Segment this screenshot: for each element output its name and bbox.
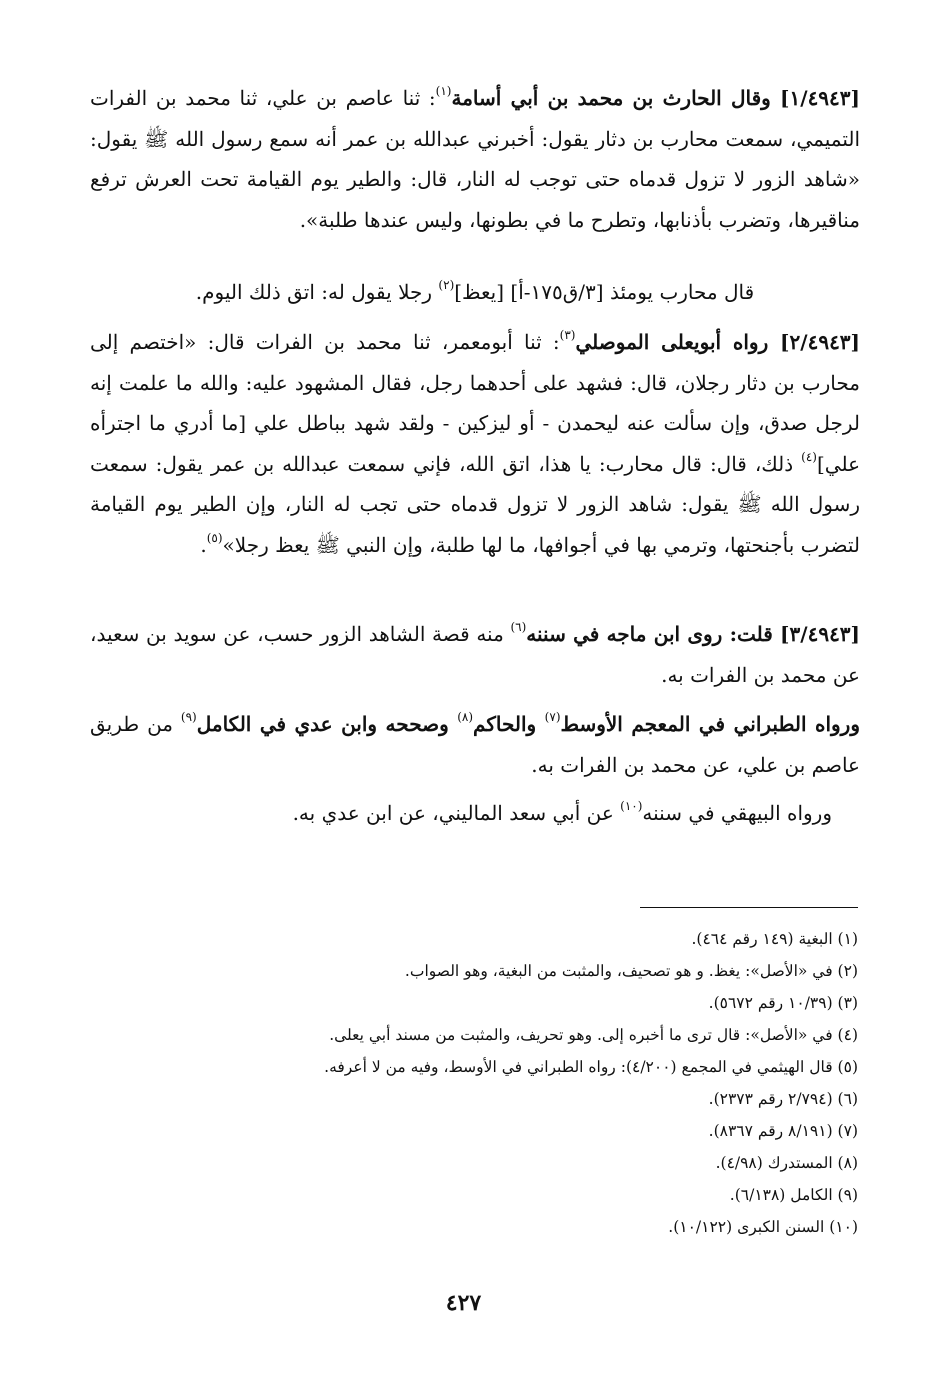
- footnote-ref-2: (٢): [438, 278, 455, 292]
- footnote-7: (٧) (٨/١٩١ رقم ٨٣٦٧).: [708, 1122, 858, 1140]
- bayhaqi-b: عن أبي سعد الماليني، عن ابن عدي به.: [292, 801, 621, 825]
- footnote-ref-6: (٦): [510, 620, 527, 634]
- footnote-9: (٩) الكامل (٦/١٣٨).: [729, 1186, 858, 1204]
- hadith-1-text: : ثنا عاصم بن علي، ثنا محمد بن الفرات التميمي، سمعت محارب بن دثار يقول: أخبرني عبدالله بن عمر أنه سمع رسول الله ﷺ يقول: «شاهد الزور لا تزول قدماه حتى توجب له النار، قال: والطير يوم القيامة تحت العرش ترفع مناقيرها، وتضرب بأذنابها، وتطرح ما في بطونها، وليس عندها طلبة».: [90, 86, 860, 232]
- hadith-2-heading: [٢/٤٩٤٣] رواه أبويعلى الموصلي: [575, 330, 861, 354]
- footnote-6: (٦) (٢/٧٩٤ رقم ٢٣٧٣).: [708, 1090, 858, 1108]
- footnote-divider: [640, 907, 858, 908]
- hadith-2-text-c: .: [200, 532, 207, 557]
- bayhaqi-paragraph: [90, 793, 860, 834]
- hadith-1-heading: [١/٤٩٤٣] وقال الحارث بن محمد بن أبي أسامة: [451, 86, 860, 110]
- footnotes-list: [140, 923, 858, 1243]
- footnote-ref-3: (٣): [559, 328, 576, 342]
- hadith-3-text: منه قصة الشاهد الزور حسب، عن سويد بن سعيد، عن محمد بن الفرات به.: [90, 622, 860, 687]
- footnote-1: (١) البغية (١٤٩ رقم ٤٦٤).: [691, 930, 858, 948]
- footnote-ref-10: (١٠): [620, 799, 643, 813]
- tabarani-a: ورواه الطبراني في المعجم الأوسط: [560, 712, 860, 736]
- page-number: ٤٢٧: [445, 1290, 482, 1316]
- tabarani-d: من طريق عاصم بن علي، عن محمد بن الفرات به.: [90, 712, 860, 777]
- footnote-3: (٣) (١٠/٣٩ رقم ٥٦٧٢).: [708, 994, 858, 1012]
- tabarani-paragraph: [90, 704, 860, 785]
- footnote-ref-9: (٩): [180, 710, 197, 724]
- footnote-2: (٢) في «الأصل»: يغظ. و هو تصحيف، والمثبت من البغية، وهو الصواب.: [404, 962, 858, 980]
- tabarani-b: والحاكم: [473, 712, 545, 736]
- narrator-note-a: قال محارب يومئذ [٣/ق١٧٥-أ] [يعظ]: [454, 280, 755, 304]
- footnote-ref-1: (١): [435, 84, 452, 98]
- footnote-ref-5: (٥): [206, 530, 223, 545]
- hadith-paragraph-3: [90, 614, 860, 695]
- narrator-note-paragraph: [90, 272, 860, 313]
- hadith-2-text-b: ذلك، قال: قال محارب: يا هذا، اتق الله، فإني سمعت عبدالله بن عمر يقول: سمعت رسول الله ﷺ يقول: شاهد الزور لا تزول قدماه حتى تجب له النار، وإن الطير يوم القيامة لتضرب بأجنحتها، وترمي بها في أجوافها، ما لها طلبة، وإن النبي ﷺ يعظ رجلا»: [90, 451, 860, 557]
- footnote-ref-7: (٧): [544, 710, 561, 724]
- bayhaqi-a: ورواه البيهقي في سننه: [642, 801, 832, 825]
- narrator-note-b: رجلا يقول له: اتق ذلك اليوم.: [195, 280, 439, 304]
- hadith-paragraph-2: [90, 322, 860, 565]
- footnote-4: (٤) في «الأصل»: قال ترى ما أخبره إلى. وهو تحريف، والمثبت من مسند أبي يعلى.: [329, 1026, 858, 1044]
- footnote-10: (١٠) السنن الكبرى (١٠/١٢٢).: [668, 1218, 858, 1236]
- footnote-ref-8: (٨): [457, 710, 474, 724]
- hadith-2-text-a: : ثنا أبومعمر، ثنا محمد بن الفرات قال: «اختصم إلى محارب بن دثار رجلان، قال: فشهد على أحدهما رجل، فقال المشهود عليه: والله ما علمت إنه لرجل صدق، وإن سألت عنه ليحمدن - أو ليزكين - ولقد شهد بباطل علي [ما أدري ما اجترأه علي]: [90, 330, 860, 476]
- tabarani-c: وصححه وابن عدي في الكامل: [196, 712, 458, 736]
- footnote-8: (٨) المستدرك (٤/٩٨).: [715, 1154, 858, 1172]
- hadith-paragraph-1: [90, 78, 860, 240]
- hadith-3-heading: [٣/٤٩٤٣] قلت: روى ابن ماجه في سننه: [526, 622, 861, 646]
- footnote-5: (٥) قال الهيثمي في المجمع (٤/٢٠٠): رواه الطبراني في الأوسط، وفيه من لا أعرفه.: [324, 1058, 858, 1076]
- footnote-ref-4: (٤): [801, 449, 817, 464]
